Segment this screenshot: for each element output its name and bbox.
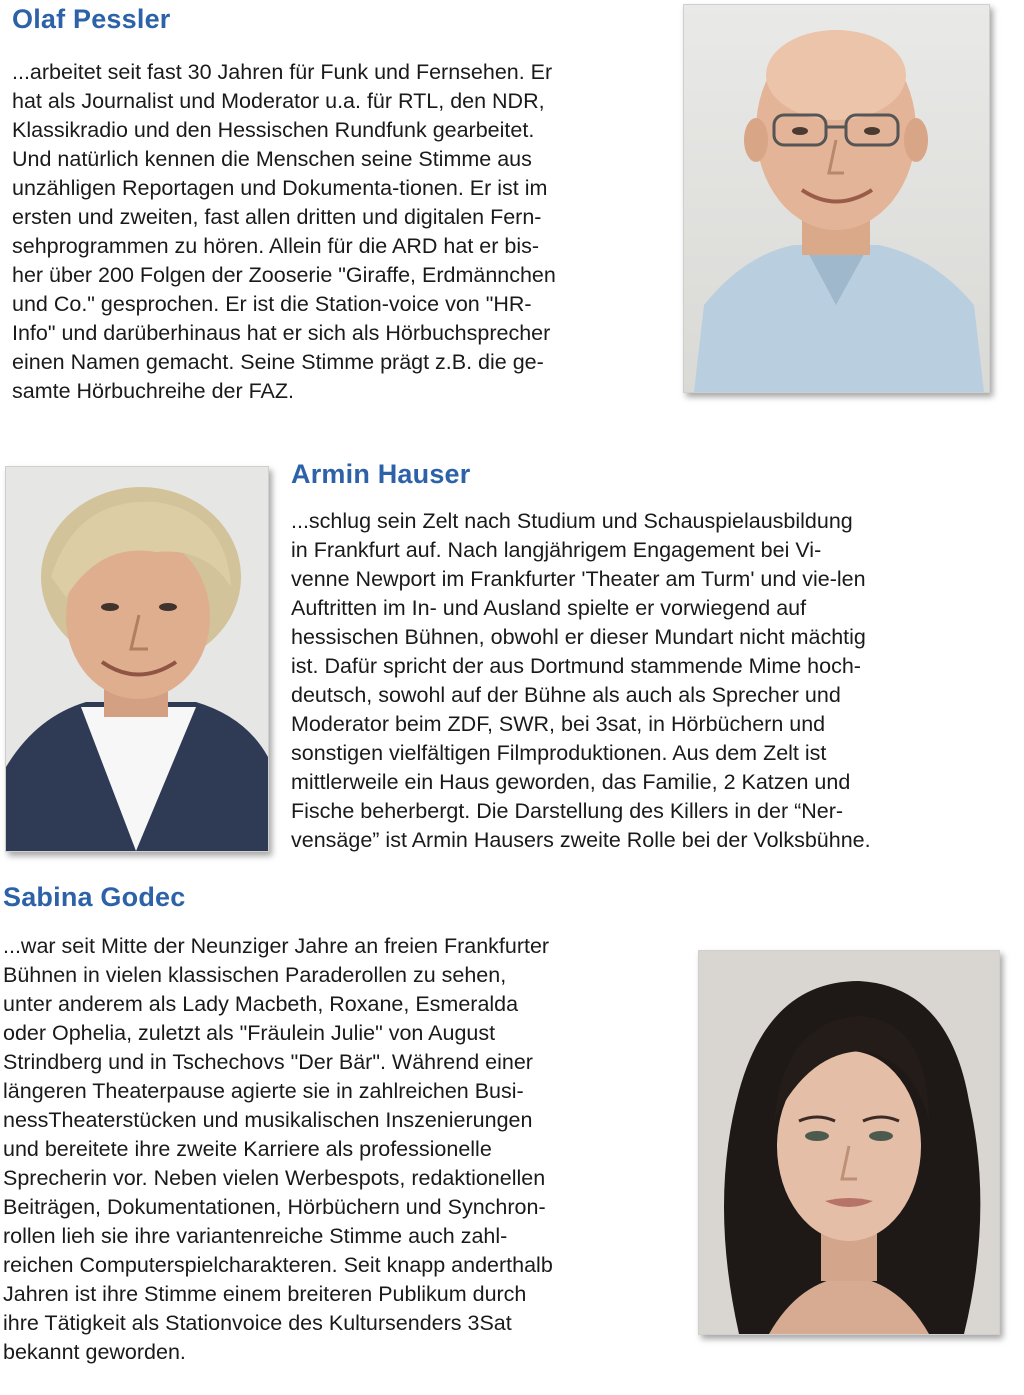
portrait-photo-olaf-pessler bbox=[683, 4, 990, 393]
bio-line: rollen lieh sie ihre variantenreiche Stimme auch zahl- bbox=[3, 1224, 508, 1248]
bio-line: Info" und darüberhinaus hat er sich als Hörbuchsprecher bbox=[12, 321, 551, 345]
bio-line: ...arbeitet seit fast 30 Jahren für Funk und Fernsehen. Er bbox=[12, 60, 553, 84]
bio-line: Sprecherin vor. Neben vielen Werbespots, redaktionellen bbox=[3, 1166, 546, 1190]
bio-line: längeren Theaterpause agierte sie in zahlreichen Busi- bbox=[3, 1079, 524, 1103]
bio-line: in Frankfurt auf. Nach langjährigem Engagement bei Vi- bbox=[291, 538, 822, 562]
bio-line: venne Newport im Frankfurter 'Theater am Turm' und vie-len bbox=[291, 567, 866, 591]
bio-line: Klassikradio und den Hessischen Rundfunk gearbeitet. bbox=[12, 118, 535, 142]
person-bio-armin-hauser bbox=[291, 507, 871, 855]
portrait-bald-man-glasses-icon bbox=[684, 5, 989, 392]
bio-line: Strindberg und in Tschechovs "Der Bär". Während einer bbox=[3, 1050, 533, 1074]
bio-line: samte Hörbuchreihe der FAZ. bbox=[12, 379, 295, 403]
bio-line: unzähligen Reportagen und Dokumenta-tionen. Er ist im bbox=[12, 176, 548, 200]
bio-line: Auftritten im In- und Ausland spielte er vorwiegend auf bbox=[291, 596, 807, 620]
bio-line: Und natürlich kennen die Menschen seine Stimme aus bbox=[12, 147, 532, 171]
bio-line: bekannt geworden. bbox=[3, 1340, 186, 1364]
person-name-olaf-pessler: Olaf Pessler bbox=[12, 4, 171, 34]
bio-line: unter anderem als Lady Macbeth, Roxane, Esmeralda bbox=[3, 992, 519, 1016]
person-bio-olaf-pessler bbox=[12, 58, 556, 406]
bio-line: Fische beherbergt. Die Darstellung des Killers in der “Ner- bbox=[291, 799, 844, 823]
person-name-sabina-godec: Sabina Godec bbox=[3, 882, 186, 912]
bio-line: sonstigen vielfältigen Filmproduktionen. Aus dem Zelt ist bbox=[291, 741, 827, 765]
bio-line: ersten und zweiten, fast allen dritten und digitalen Fern- bbox=[12, 205, 542, 229]
bio-line: Beiträgen, Dokumentationen, Hörbüchern und Synchron- bbox=[3, 1195, 546, 1219]
portrait-dark-haired-woman-icon bbox=[699, 951, 999, 1334]
bio-line: mittlerweile ein Haus geworden, das Familie, 2 Katzen und bbox=[291, 770, 851, 794]
bio-line: ihre Tätigkeit als Stationvoice des Kultursenders 3Sat bbox=[3, 1311, 512, 1335]
bio-line: vensäge” ist Armin Hausers zweite Rolle bei der Volksbühne. bbox=[291, 828, 871, 852]
bio-line: nessTheaterstücken und musikalischen Inszenierungen bbox=[3, 1108, 533, 1132]
bio-line: ...war seit Mitte der Neunziger Jahre an freien Frankfurter bbox=[3, 934, 550, 958]
bio-line: hat als Journalist und Moderator u.a. für RTL, den NDR, bbox=[12, 89, 545, 113]
bio-line: und bereitete ihre zweite Karriere als professionelle bbox=[3, 1137, 492, 1161]
bio-line: reichen Computerspielcharakteren. Seit knapp anderthalb bbox=[3, 1253, 553, 1277]
bio-line: ist. Dafür spricht der aus Dortmund stammende Mime hoch- bbox=[291, 654, 861, 678]
portrait-photo-sabina-godec bbox=[698, 950, 1000, 1335]
bio-line: hessischen Bühnen, obwohl er dieser Mundart nicht mächtig bbox=[291, 625, 866, 649]
bio-line: Moderator beim ZDF, SWR, bei 3sat, in Hörbüchern und bbox=[291, 712, 826, 736]
bio-line: her über 200 Folgen der Zooserie "Giraffe, Erdmännchen bbox=[12, 263, 556, 287]
bio-line: einen Namen gemacht. Seine Stimme prägt z.B. die ge- bbox=[12, 350, 544, 374]
person-name-armin-hauser: Armin Hauser bbox=[291, 459, 471, 489]
bio-line: ...schlug sein Zelt nach Studium und Schauspielausbildung bbox=[291, 509, 853, 533]
bio-line: deutsch, sowohl auf der Bühne als auch als Sprecher und bbox=[291, 683, 841, 707]
bio-line: sehprogrammen zu hören. Allein für die ARD hat er bis- bbox=[12, 234, 540, 258]
portrait-blond-man-suit-icon bbox=[6, 467, 268, 851]
portrait-photo-armin-hauser bbox=[5, 466, 269, 852]
person-bio-sabina-godec bbox=[3, 932, 553, 1367]
bio-line: oder Ophelia, zuletzt als "Fräulein Julie" von August bbox=[3, 1021, 496, 1045]
bio-line: Bühnen in vielen klassischen Paraderollen zu sehen, bbox=[3, 963, 507, 987]
bio-line: Jahren ist ihre Stimme einem breiteren Publikum durch bbox=[3, 1282, 527, 1306]
bio-line: und Co." gesprochen. Er ist die Station-voice von "HR- bbox=[12, 292, 532, 316]
